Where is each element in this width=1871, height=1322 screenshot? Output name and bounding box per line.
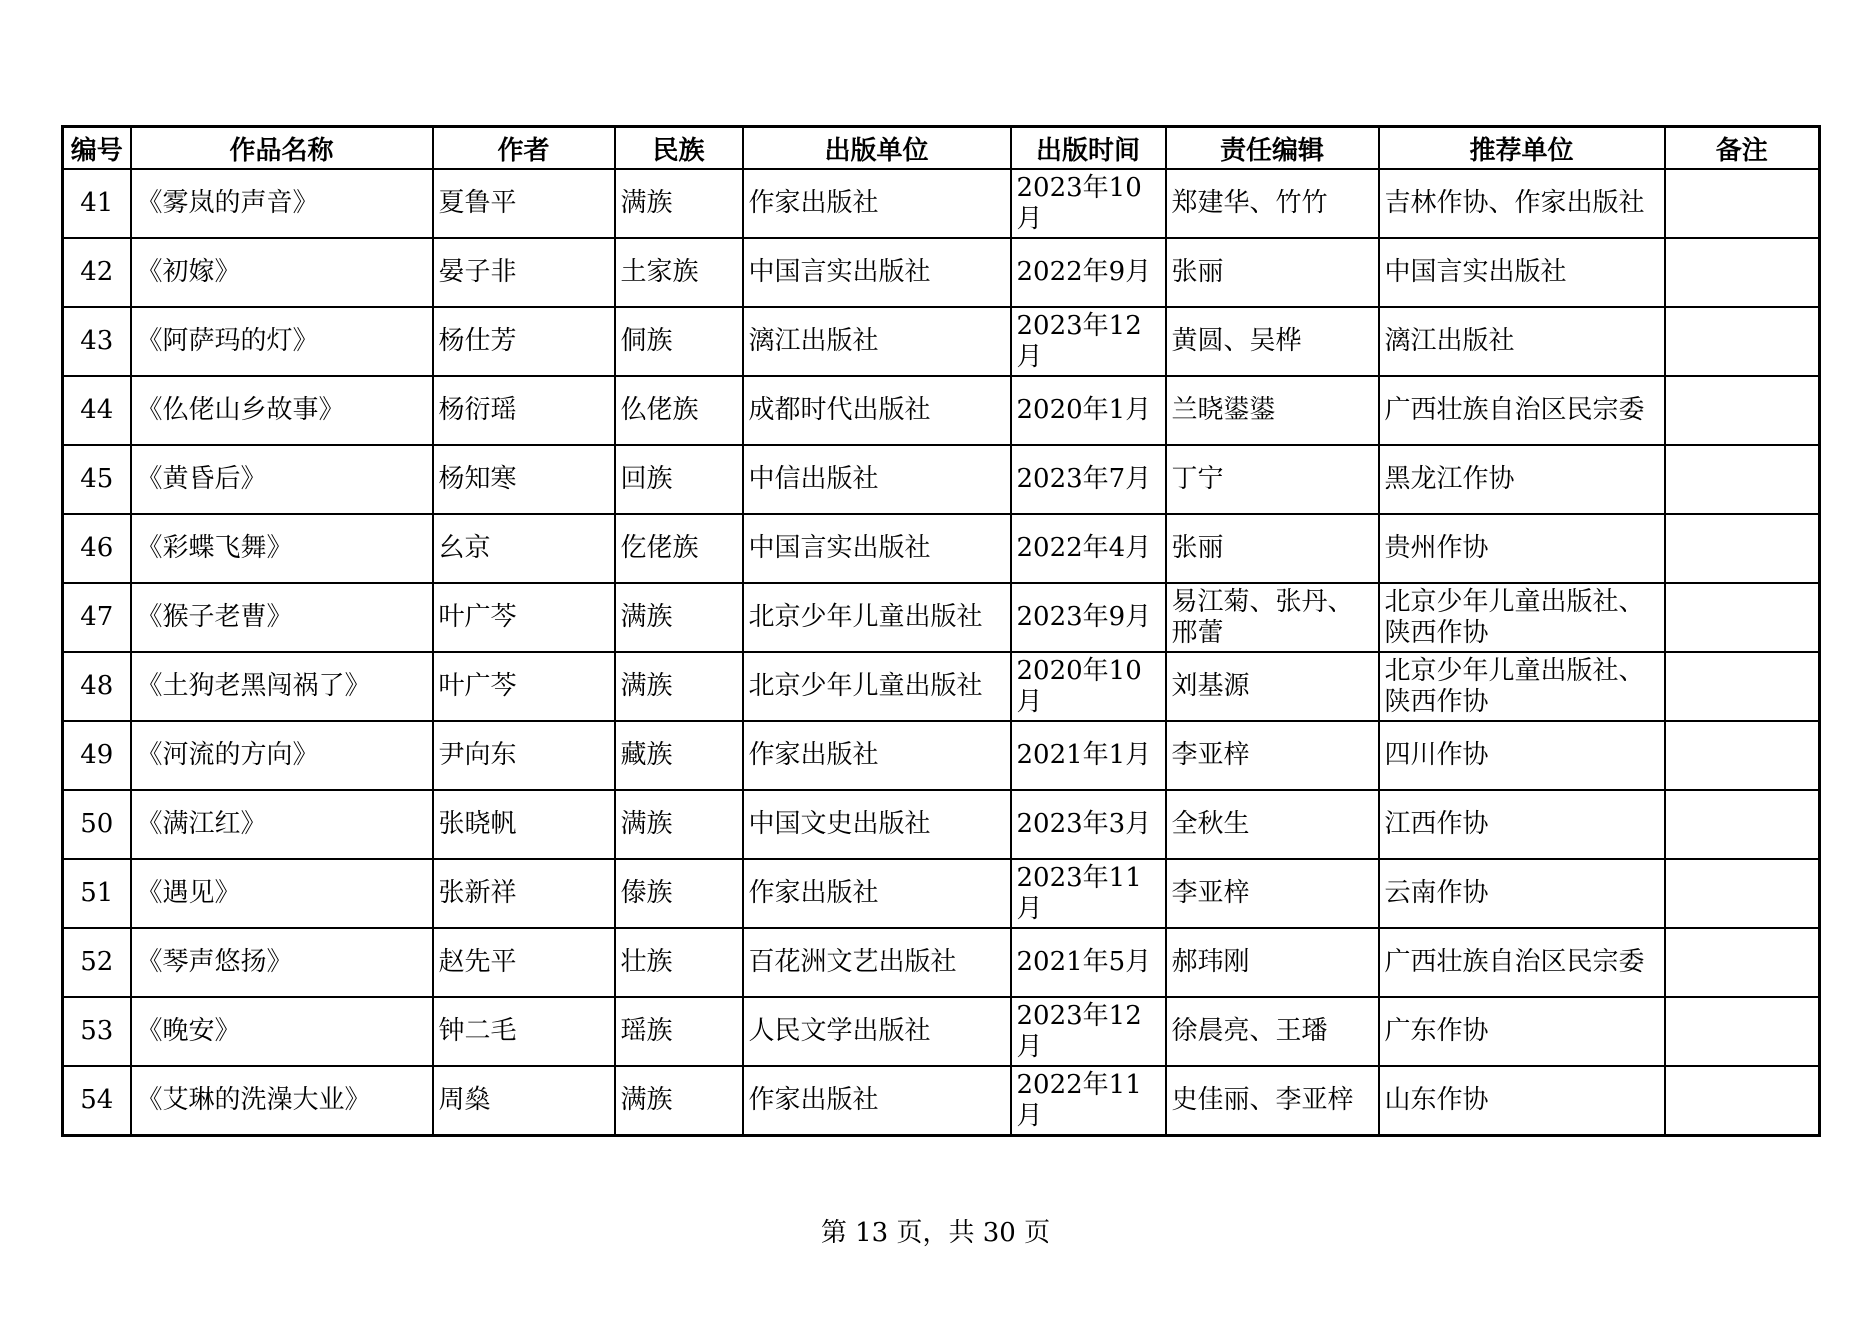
cell-title: 《满江红》 [131,790,433,859]
cell-number: 47 [63,583,131,652]
cell-publisher: 北京少年儿童出版社 [743,652,1011,721]
table-row [63,721,1820,790]
header-author: 作者 [433,127,615,170]
cell-publish-date: 2023年10月 [1011,169,1166,238]
table-row [63,514,1820,583]
cell-title: 《遇见》 [131,859,433,928]
cell-ethnicity: 仫佬族 [615,376,743,445]
cell-editor: 兰晓鍙鍙 [1166,376,1379,445]
cell-editor: 李亚梓 [1166,859,1379,928]
table-row [63,307,1820,376]
works-table [61,125,1821,1137]
cell-publisher: 中国言实出版社 [743,514,1011,583]
cell-notes [1665,928,1820,997]
header-number: 编号 [63,127,131,170]
cell-publish-date: 2021年1月 [1011,721,1166,790]
table-row [63,583,1820,652]
header-recommender: 推荐单位 [1379,127,1665,170]
cell-recommender: 贵州作协 [1379,514,1665,583]
cell-notes [1665,790,1820,859]
header-ethnicity: 民族 [615,127,743,170]
cell-editor: 刘基源 [1166,652,1379,721]
header-row [63,127,1820,170]
cell-title: 《彩蝶飞舞》 [131,514,433,583]
cell-author: 杨仕芳 [433,307,615,376]
header-notes: 备注 [1665,127,1820,170]
cell-notes [1665,445,1820,514]
cell-editor: 张丽 [1166,238,1379,307]
cell-notes [1665,307,1820,376]
table-row [63,790,1820,859]
cell-publisher: 中国文史出版社 [743,790,1011,859]
cell-number: 51 [63,859,131,928]
cell-number: 42 [63,238,131,307]
cell-ethnicity: 壮族 [615,928,743,997]
cell-number: 53 [63,997,131,1066]
cell-ethnicity: 满族 [615,583,743,652]
cell-number: 44 [63,376,131,445]
cell-notes [1665,859,1820,928]
cell-notes [1665,1066,1820,1136]
cell-number: 43 [63,307,131,376]
cell-title: 《仫佬山乡故事》 [131,376,433,445]
cell-editor: 李亚梓 [1166,721,1379,790]
cell-ethnicity: 藏族 [615,721,743,790]
cell-number: 52 [63,928,131,997]
cell-number: 45 [63,445,131,514]
cell-publish-date: 2023年11月 [1011,859,1166,928]
cell-author: 张新祥 [433,859,615,928]
cell-publisher: 人民文学出版社 [743,997,1011,1066]
cell-ethnicity: 仡佬族 [615,514,743,583]
cell-recommender: 中国言实出版社 [1379,238,1665,307]
cell-publisher: 作家出版社 [743,169,1011,238]
header-title: 作品名称 [131,127,433,170]
cell-editor: 黄圆、吴桦 [1166,307,1379,376]
cell-publish-date: 2022年9月 [1011,238,1166,307]
cell-title: 《雾岚的声音》 [131,169,433,238]
cell-ethnicity: 回族 [615,445,743,514]
cell-author: 张晓帆 [433,790,615,859]
cell-author: 赵先平 [433,928,615,997]
cell-ethnicity: 满族 [615,790,743,859]
cell-publish-date: 2021年5月 [1011,928,1166,997]
cell-notes [1665,376,1820,445]
cell-number: 41 [63,169,131,238]
cell-publisher: 漓江出版社 [743,307,1011,376]
cell-title: 《土狗老黑闯祸了》 [131,652,433,721]
cell-editor: 易江菊、张丹、邢蕾 [1166,583,1379,652]
cell-editor: 郝玮刚 [1166,928,1379,997]
table-row [63,445,1820,514]
cell-publisher: 北京少年儿童出版社 [743,583,1011,652]
cell-author: 夏鲁平 [433,169,615,238]
cell-notes [1665,514,1820,583]
table-row [63,928,1820,997]
cell-ethnicity: 侗族 [615,307,743,376]
cell-recommender: 山东作协 [1379,1066,1665,1136]
cell-recommender: 四川作协 [1379,721,1665,790]
table-row [63,997,1820,1066]
cell-author: 幺京 [433,514,615,583]
cell-publisher: 百花洲文艺出版社 [743,928,1011,997]
cell-publish-date: 2023年3月 [1011,790,1166,859]
cell-author: 叶广芩 [433,652,615,721]
cell-number: 48 [63,652,131,721]
table-row [63,859,1820,928]
cell-recommender: 黑龙江作协 [1379,445,1665,514]
page-number: 第 13 页，共 30 页 [820,1218,1051,1248]
cell-author: 晏子非 [433,238,615,307]
cell-ethnicity: 瑶族 [615,997,743,1066]
cell-editor: 张丽 [1166,514,1379,583]
header-publisher: 出版单位 [743,127,1011,170]
cell-notes [1665,169,1820,238]
cell-publish-date: 2022年4月 [1011,514,1166,583]
cell-ethnicity: 傣族 [615,859,743,928]
cell-notes [1665,583,1820,652]
cell-number: 49 [63,721,131,790]
cell-editor: 丁宁 [1166,445,1379,514]
table-row [63,652,1820,721]
cell-publish-date: 2020年1月 [1011,376,1166,445]
cell-publisher: 中国言实出版社 [743,238,1011,307]
table-row [63,169,1820,238]
cell-editor: 史佳丽、李亚梓 [1166,1066,1379,1136]
cell-publisher: 作家出版社 [743,1066,1011,1136]
cell-publish-date: 2023年9月 [1011,583,1166,652]
cell-publisher: 成都时代出版社 [743,376,1011,445]
cell-author: 钟二毛 [433,997,615,1066]
cell-publish-date: 2023年7月 [1011,445,1166,514]
cell-recommender: 广西壮族自治区民宗委 [1379,376,1665,445]
cell-recommender: 江西作协 [1379,790,1665,859]
cell-recommender: 云南作协 [1379,859,1665,928]
cell-author: 叶广芩 [433,583,615,652]
cell-publish-date: 2023年12月 [1011,997,1166,1066]
cell-notes [1665,652,1820,721]
cell-publish-date: 2023年12月 [1011,307,1166,376]
table-row [63,1066,1820,1136]
cell-title: 《猴子老曹》 [131,583,433,652]
cell-ethnicity: 土家族 [615,238,743,307]
cell-recommender: 北京少年儿童出版社、陕西作协 [1379,583,1665,652]
cell-notes [1665,997,1820,1066]
table-row [63,238,1820,307]
cell-recommender: 北京少年儿童出版社、陕西作协 [1379,652,1665,721]
cell-editor: 全秋生 [1166,790,1379,859]
cell-ethnicity: 满族 [615,652,743,721]
cell-editor: 郑建华、竹竹 [1166,169,1379,238]
table-body [63,169,1820,1136]
cell-publish-date: 2022年11月 [1011,1066,1166,1136]
cell-number: 54 [63,1066,131,1136]
cell-title: 《琴声悠扬》 [131,928,433,997]
cell-recommender: 广西壮族自治区民宗委 [1379,928,1665,997]
cell-recommender: 漓江出版社 [1379,307,1665,376]
table-row [63,376,1820,445]
cell-ethnicity: 满族 [615,1066,743,1136]
cell-publisher: 作家出版社 [743,859,1011,928]
cell-title: 《阿萨玛的灯》 [131,307,433,376]
cell-recommender: 广东作协 [1379,997,1665,1066]
cell-title: 《河流的方向》 [131,721,433,790]
cell-notes [1665,721,1820,790]
cell-editor: 徐晨亮、王璠 [1166,997,1379,1066]
cell-publisher: 中信出版社 [743,445,1011,514]
cell-author: 尹向东 [433,721,615,790]
cell-number: 46 [63,514,131,583]
cell-author: 杨衍瑶 [433,376,615,445]
cell-title: 《艾琳的洗澡大业》 [131,1066,433,1136]
cell-title: 《初嫁》 [131,238,433,307]
cell-notes [1665,238,1820,307]
cell-number: 50 [63,790,131,859]
cell-title: 《黄昏后》 [131,445,433,514]
cell-author: 杨知寒 [433,445,615,514]
cell-publish-date: 2020年10月 [1011,652,1166,721]
header-publish-date: 出版时间 [1011,127,1166,170]
cell-title: 《晚安》 [131,997,433,1066]
cell-author: 周燊 [433,1066,615,1136]
cell-recommender: 吉林作协、作家出版社 [1379,169,1665,238]
cell-publisher: 作家出版社 [743,721,1011,790]
cell-ethnicity: 满族 [615,169,743,238]
header-editor: 责任编辑 [1166,127,1379,170]
